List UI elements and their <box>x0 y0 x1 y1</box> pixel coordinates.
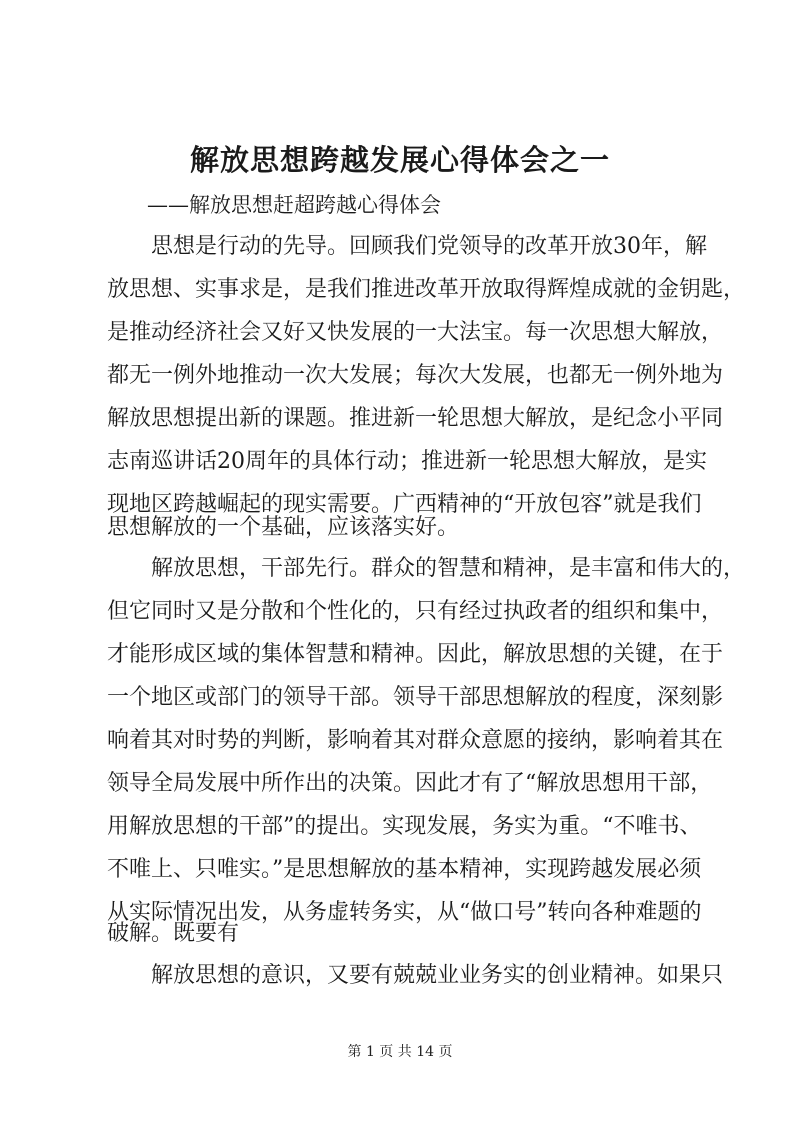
paragraph-line: 是推动经济社会又好又快发展的一大法宝。每一次思想大解放， <box>107 320 724 345</box>
paragraph-line: 才能形成区域的集体智慧和精神。因此，解放思想的关键，在于 <box>107 642 724 667</box>
paragraph-line: 用解放思想的干部”的提出。实现发展，务实为重。“不唯书、 <box>107 814 702 839</box>
paragraph-line: 都无一例外地推动一次大发展；每次大发展，也都无一例外地为 <box>107 363 724 388</box>
paragraph-line: 现地区跨越崛起的现实需要。广西精神的“开放包容”就是我们 <box>107 492 702 517</box>
paragraph-line: 不唯上、只唯实。”是思想解放的基本精神，实现跨越发展必须 <box>107 857 702 882</box>
document-subtitle: ——解放思想赶超跨越心得体会 <box>147 193 441 217</box>
paragraph-line: 思想解放的一个基础，应该落实好。 <box>107 515 460 540</box>
paragraph-line: 从实际情况出发，从务虚转务实，从“做口号”转向各种难题的 <box>107 900 702 925</box>
document-title: 解放思想跨越发展心得体会之一 <box>189 143 610 177</box>
paragraph-line: 解放思想，干部先行。群众的智慧和精神，是丰富和伟大的， <box>151 556 746 581</box>
paragraph-line: 解放思想的意识，又要有兢兢业业务实的创业精神。如果只 <box>151 963 724 988</box>
paragraph-line: 志南巡讲话20周年的具体行动；推进新一轮思想大解放，是实 <box>107 449 707 474</box>
paragraph-line: 响着其对时势的判断，影响着其对群众意愿的接纳，影响着其在 <box>107 728 724 753</box>
page-number-footer: 第 1 页 共 14 页 <box>347 1044 453 1060</box>
paragraph-line: 一个地区或部门的领导干部。领导干部思想解放的程度，深刻影 <box>107 685 724 710</box>
paragraph-line: 但它同时又是分散和个性化的，只有经过执政者的组织和集中， <box>107 599 724 624</box>
paragraph-line: 破解。既要有 <box>107 921 240 946</box>
paragraph-line: 思想是行动的先导。回顾我们党领导的改革开放30年，解 <box>151 234 707 259</box>
paragraph-line: 解放思想提出新的课题。推进新一轮思想大解放，是纪念小平同 <box>107 406 724 431</box>
paragraph-line: 放思想、实事求是，是我们推进改革开放取得辉煌成就的金钥匙， <box>107 277 746 302</box>
paragraph-line: 领导全局发展中所作出的决策。因此才有了“解放思想用干部， <box>107 771 713 796</box>
